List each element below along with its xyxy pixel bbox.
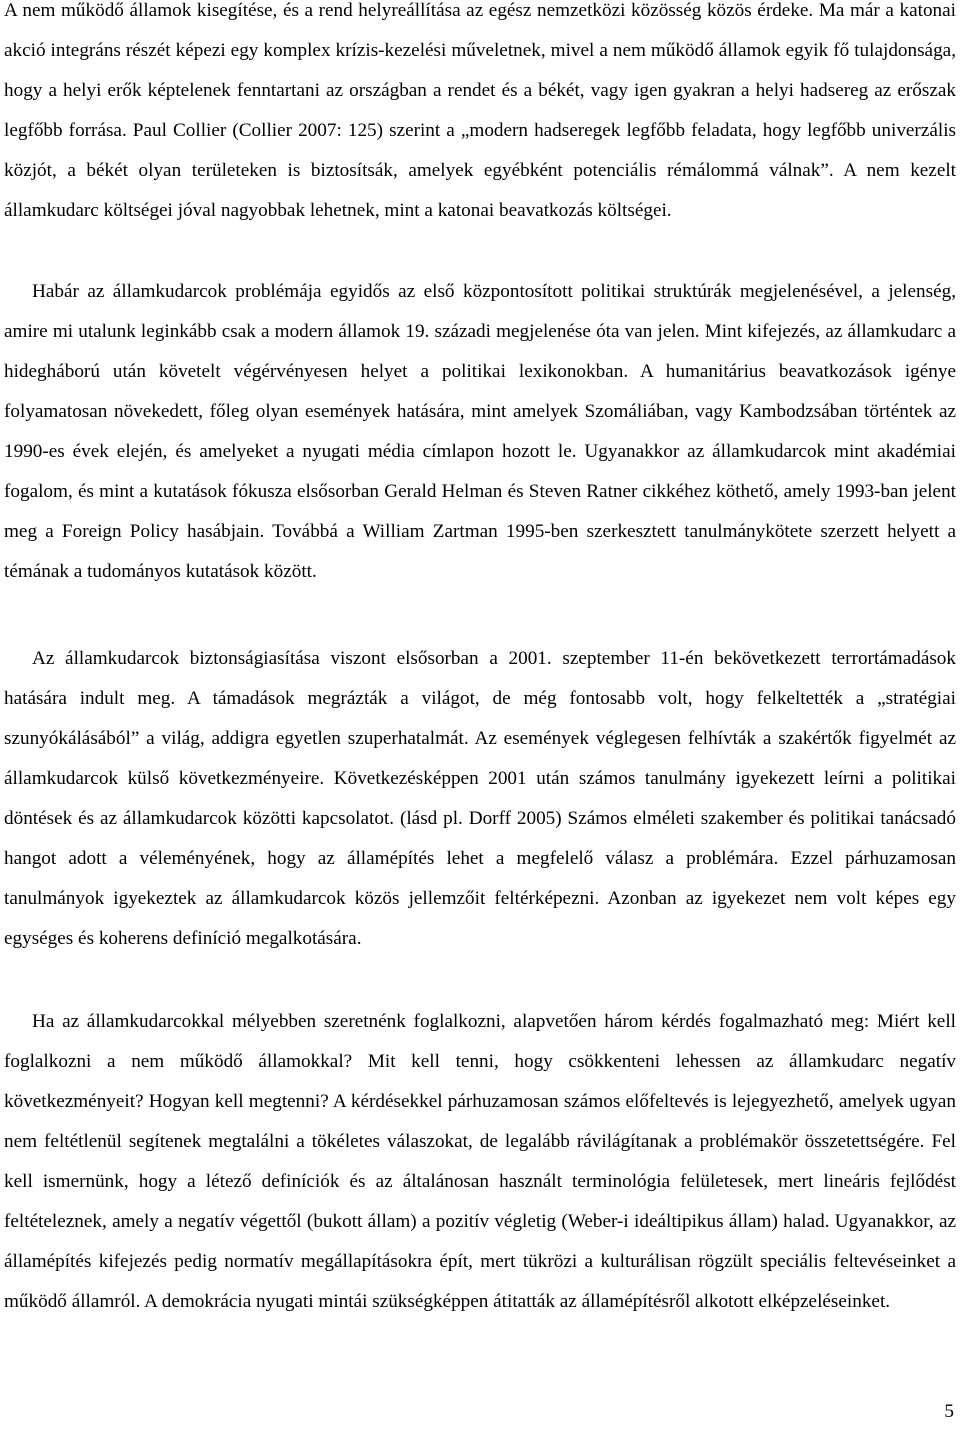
paragraph-4: Ha az államkudarcokkal mélyebben szeretnénk foglalkozni, alapvetően három kérdés fogalmazható meg: Miért kell foglalkozni a nem működő államokkal? Mit kell tenni, hogy csökkenteni lehessen az államkudarc negatív következményeit? Hogyan kell megtenni? A kérdésekkel párhuzamosan számos előfeltevés is lejegyezhető, amelyek ugyan nem feltétlenül segítenek megtalálni a tökéletes válaszokat, de legalább rávilágítanak a problémakör összetettségére. Fel kell ismernünk, hogy a létező definíciók és az általánosan használt terminológia felületesek, mert lineáris fejlődést feltételeznek, amely a negatív végettől (bukott állam) a pozitív végletig (Weber-i ideáltipikus állam) halad. Ugyanakkor, az államépítés kifejezés pedig normatív megállapításokra épít, mert tükrözi a kulturálisan rögzült speciális feltevéseinket a működő államról. A demokrácia nyugati mintái szükségképpen átitatták az államépítésről alkotott elképzeléseinket. xyxy=(4,1011,956,1312)
page-number: 5 xyxy=(944,1401,954,1422)
paragraph-3: Az államkudarcok biztonságiasítása viszont elsősorban a 2001. szeptember 11-én bekövetkezett terrortámadások hatására indult meg. A támadások megrázták a világot, de még fontosabb volt, hogy felkeltették a „stratégiai szunyókálásából” a világ, addigra egyetlen szuperhatalmát. Az események véglegesen felhívták a szakértők figyelmét az államkudarcok külső következményeire. Következésképpen 2001 után számos tanulmány igyekezett leírni a politikai döntések és az államkudarcok közötti kapcsolatot. (lásd pl. Dorff 2005) Számos elméleti szakember és politikai tanácsadó hangot adott a véleményének, hogy az államépítés lehet a megfelelő válasz a problémára. Ezzel párhuzamosan tanulmányok igyekeztek az államkudarcok közös jellemzőit feltérképezni. Azonban az igyekezet nem volt képes egy egységes és koherens definíció megalkotására. xyxy=(4,648,956,949)
paragraph-2: Habár az államkudarcok problémája egyidős az első központosított politikai struktúrák megjelenésével, a jelenség, amire mi utalunk leginkább csak a modern államok 19. századi megjelenése óta van jelen. Mint kifejezés, az államkudarc a hidegháború után követelt végérvényesen helyet a politikai lexikonokban. A humanitárius beavatkozások igénye folyamatosan növekedett, főleg olyan események hatására, mint amelyek Szomáliában, vagy Kambodzsában történtek az 1990-es évek elején, és amelyeket a nyugati média címlapon hozott le. Ugyanakkor az államkudarcok mint akadémiai fogalom, és mint a kutatások fókusza elsősorban Gerald Helman és Steven Ratner cikkéhez köthető, amely 1993-ban jelent meg a Foreign Policy hasábjain. Továbbá a William Zartman 1995-ben szerkesztett tanulmánykötete szerzett helyett a témának a tudományos kutatások között. xyxy=(4,281,956,582)
paragraph-1: A nem működő államok kisegítése, és a rend helyreállítása az egész nemzetközi közösség közös érdeke. Ma már a katonai akció integráns részét képezi egy komplex krízis-kezelési műveletnek, mivel a nem működő államok egyik fő tulajdonsága, hogy a helyi erők képtelenek fenntartani az országban a rendet és a békét, vagy igen gyakran a helyi hadsereg az erőszak legfőbb forrása. Paul Collier (Collier 2007: 125) szerint a „modern hadseregek legfőbb feladata, hogy legfőbb univerzális közjót, a békét olyan területeken is biztosítsák, amelyek egyébként potenciális rémálommá válnak”. A nem kezelt államkudarc költségei jóval nagyobbak lehetnek, mint a katonai beavatkozás költségei. xyxy=(4,0,956,221)
